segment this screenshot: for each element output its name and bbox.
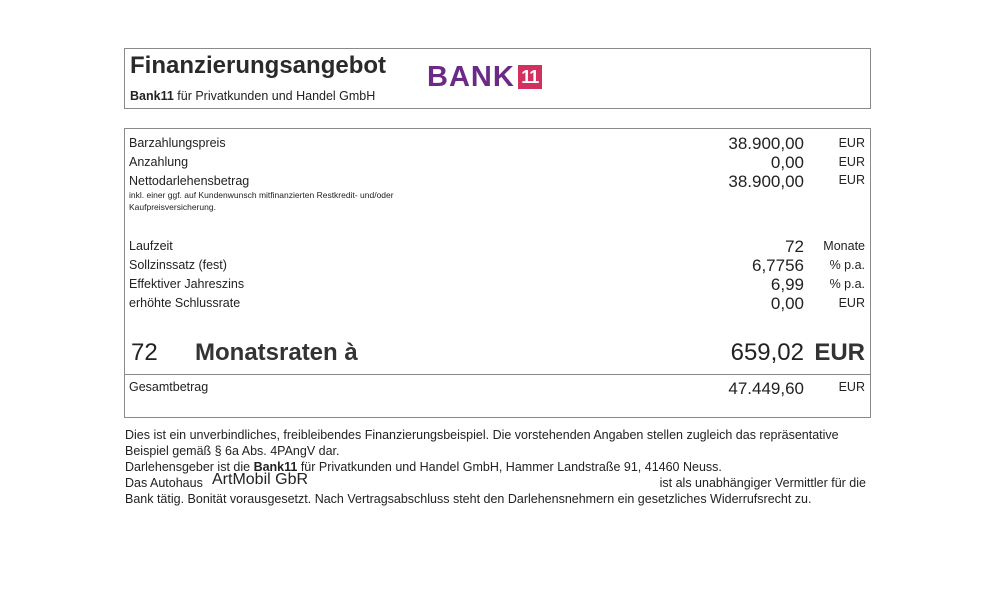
row-value: 0,00: [770, 153, 804, 172]
logo-badge: 11: [518, 65, 542, 89]
subtitle-bank-name: Bank11: [130, 89, 174, 103]
row-gesamtbetrag: [125, 379, 870, 399]
row-value: 6,99: [770, 275, 804, 294]
row-label: Sollzinssatz (fest): [129, 258, 227, 272]
logo-text: BANK: [427, 61, 515, 93]
row-value: 6,7756: [752, 256, 804, 275]
row-value: 0,00: [770, 294, 804, 313]
divider: [125, 374, 870, 375]
lender-prefix: Darlehensgeber ist die: [125, 460, 251, 474]
row-effektiver-jahreszins: [125, 275, 870, 295]
lender-bank-name: Bank11: [253, 460, 298, 474]
row-label: erhöhte Schlussrate: [129, 296, 241, 310]
dealer-prefix: Das Autohaus: [125, 476, 203, 490]
subtitle-rest: für Privatkunden und Handel GmbH: [177, 89, 376, 103]
row-anzahlung: [125, 153, 870, 173]
row-schlussrate: [125, 294, 870, 314]
row-label: Gesamtbetrag: [129, 380, 209, 394]
row-value: 38.900,00: [728, 134, 804, 153]
row-value: 72: [785, 237, 804, 256]
footer-disclaimer: Dies ist ein unverbindliches, freibleibendes Finanzierungsbeispiel. Die vorstehenden Angaben stellen zugleich das repräsentative Beispiel gemäß § 6a Abs. 4PAngV dar.: [125, 428, 839, 458]
row-label: Anzahlung: [129, 155, 189, 169]
row-unit: EUR: [838, 380, 865, 394]
row-unit: EUR: [838, 155, 865, 169]
header-box: [124, 48, 871, 109]
bank11-logo: [427, 62, 542, 92]
row-value: 38.900,00: [728, 172, 804, 191]
dealer-name: ArtMobil GbR: [212, 471, 309, 488]
footer-last-line: Bank tätig. Bonität vorausgesetzt. Nach Vertragsabschluss steht den Darlehensnehmern ein gesetzliches Widerrufsrecht zu.: [125, 492, 812, 506]
financing-table: [124, 128, 871, 418]
row-value: 47.449,60: [728, 379, 804, 398]
row-unit: Monate: [823, 239, 865, 253]
row-unit: EUR: [838, 136, 865, 150]
row-unit: % p.a.: [829, 258, 865, 272]
row-sollzinssatz: [125, 256, 870, 276]
footer-dealer: [125, 471, 870, 491]
row-label: Laufzeit: [129, 239, 173, 253]
row-label: Barzahlungspreis: [129, 136, 226, 150]
rate-value: 659,02: [730, 339, 804, 366]
row-label: Effektiver Jahreszins: [129, 277, 245, 291]
rate-label: Monatsraten à: [195, 339, 358, 366]
lender-rest: für Privatkunden und Handel GmbH, Hammer Landstraße 91, 41460 Neuss.: [300, 460, 722, 474]
row-unit: EUR: [838, 296, 865, 310]
dealer-rest: ist als unabhängiger Vermittler für die: [659, 476, 866, 490]
row-unit: % p.a.: [829, 277, 865, 291]
row-laufzeit: [125, 237, 870, 257]
row-barzahlungspreis: [125, 134, 870, 154]
page-title: Finanzierungsangebot: [130, 52, 387, 79]
rate-unit: EUR: [814, 339, 865, 366]
row-label: Nettodarlehensbetrag: [129, 174, 250, 188]
row-unit: EUR: [838, 173, 865, 187]
rate-count: 72: [131, 339, 158, 366]
header-subtitle: [130, 89, 375, 103]
netto-note: inkl. einer ggf. auf Kundenwunsch mitfinanzierten Restkredit- und/oder Kaufpreisversicherung.: [129, 190, 394, 212]
legal-footer: [125, 427, 870, 507]
